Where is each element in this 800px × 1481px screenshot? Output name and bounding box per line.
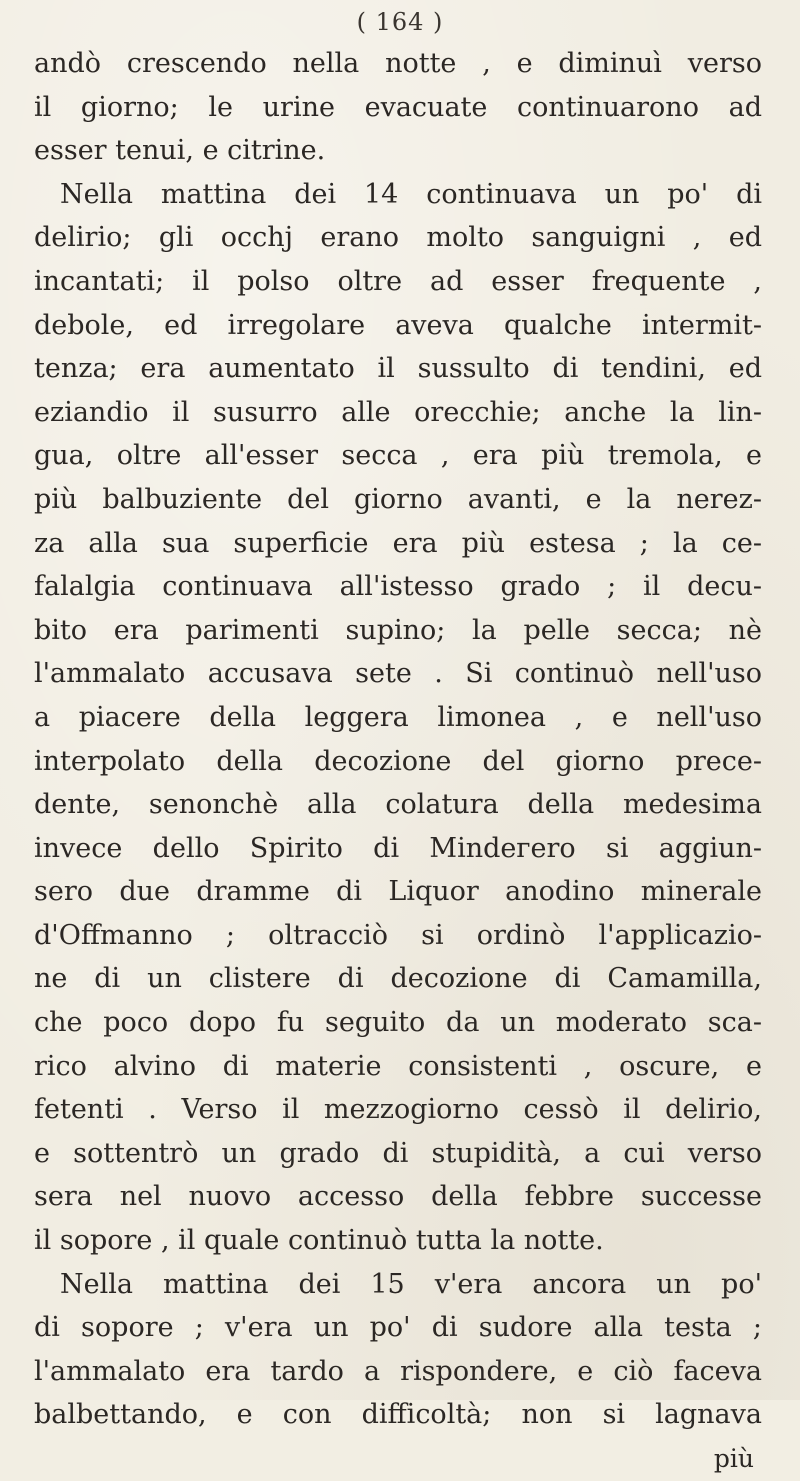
text-line: debole, ed irregolare aveva qualche intermit- — [34, 309, 762, 341]
text-line: fetenti . Verso il mezzogiorno cessò il delirio, — [34, 1094, 762, 1126]
text-line: esser tenui, e citrine. — [34, 135, 326, 167]
text-line: tenza; era aumentato il sussulto di tendini, ed — [34, 353, 762, 385]
catchword: più — [713, 1444, 754, 1473]
text-line: il giorno; le urine evacuate continuarono ad — [34, 91, 762, 123]
text-line: l'ammalato era tardo a rispondere, e ciò faceva — [34, 1355, 762, 1387]
text-line: balbettando, e con difficoltà; non si lagnava — [34, 1399, 762, 1431]
text-line: za alla sua superficie era più estesa ; la ce- — [34, 527, 762, 559]
paragraph-start-line: Nella mattina dei 15 v'era ancora un po' — [60, 1268, 762, 1300]
text-line: l'ammalato accusava sete . Si continuò nell'uso — [34, 658, 762, 690]
text-line: il sopore , il quale continuò tutta la notte. — [34, 1225, 604, 1257]
text-line: e sottentrò un grado di stupidità, a cui verso — [34, 1137, 762, 1169]
text-line: bito era parimenti supino; la pelle secca; nè — [34, 614, 762, 646]
text-line: interpolato della decozione del giorno prece- — [34, 745, 762, 777]
text-line: dente, senonchè alla colatura della medesima — [34, 789, 762, 821]
text-line: invece dello Spirito di Mindeгero si aggiun- — [34, 832, 762, 864]
text-line: a piacere della leggera limonea , e nell'uso — [34, 701, 762, 733]
text-line: andò crescendo nella notte , e diminuì verso — [34, 48, 762, 79]
text-line: di sopore ; v'era un po' di sudore alla testa ; — [34, 1312, 762, 1344]
text-line: sero due dramme di Liquor anodino minerale — [34, 876, 762, 908]
paragraph-start-line: Nella mattina dei 14 continuava un po' di — [60, 178, 762, 210]
text-line: rico alvino di materie consistenti , oscure, e — [34, 1050, 762, 1082]
body-text — [34, 42, 762, 1481]
text-line: gua, oltre all'esser secca , era più tremola, e — [34, 440, 762, 472]
text-line: incantati; il polso oltre ad esser frequente , — [34, 265, 762, 297]
page-number: ( 164 ) — [356, 8, 444, 36]
text-line: ne di un clistere di decozione di Camamilla, — [34, 963, 762, 995]
text-line: delirio; gli occhj erano molto sanguigni , ed — [34, 222, 762, 254]
text-line: eziandio il susurro alle orecchie; anche la lin- — [34, 396, 762, 428]
text-line: che poco dopo fu seguito da un moderato sca- — [34, 1007, 762, 1039]
text-line: sera nel nuovo accesso della febbre successe — [34, 1181, 762, 1213]
text-line: più balbuziente del giorno avanti, e la nerez- — [34, 483, 762, 515]
text-line: falalgia continuava all'istesso grado ; il decu- — [34, 571, 762, 603]
text-line: d'Offmanno ; oltracciò si ordinò l'applicazio- — [34, 919, 762, 951]
